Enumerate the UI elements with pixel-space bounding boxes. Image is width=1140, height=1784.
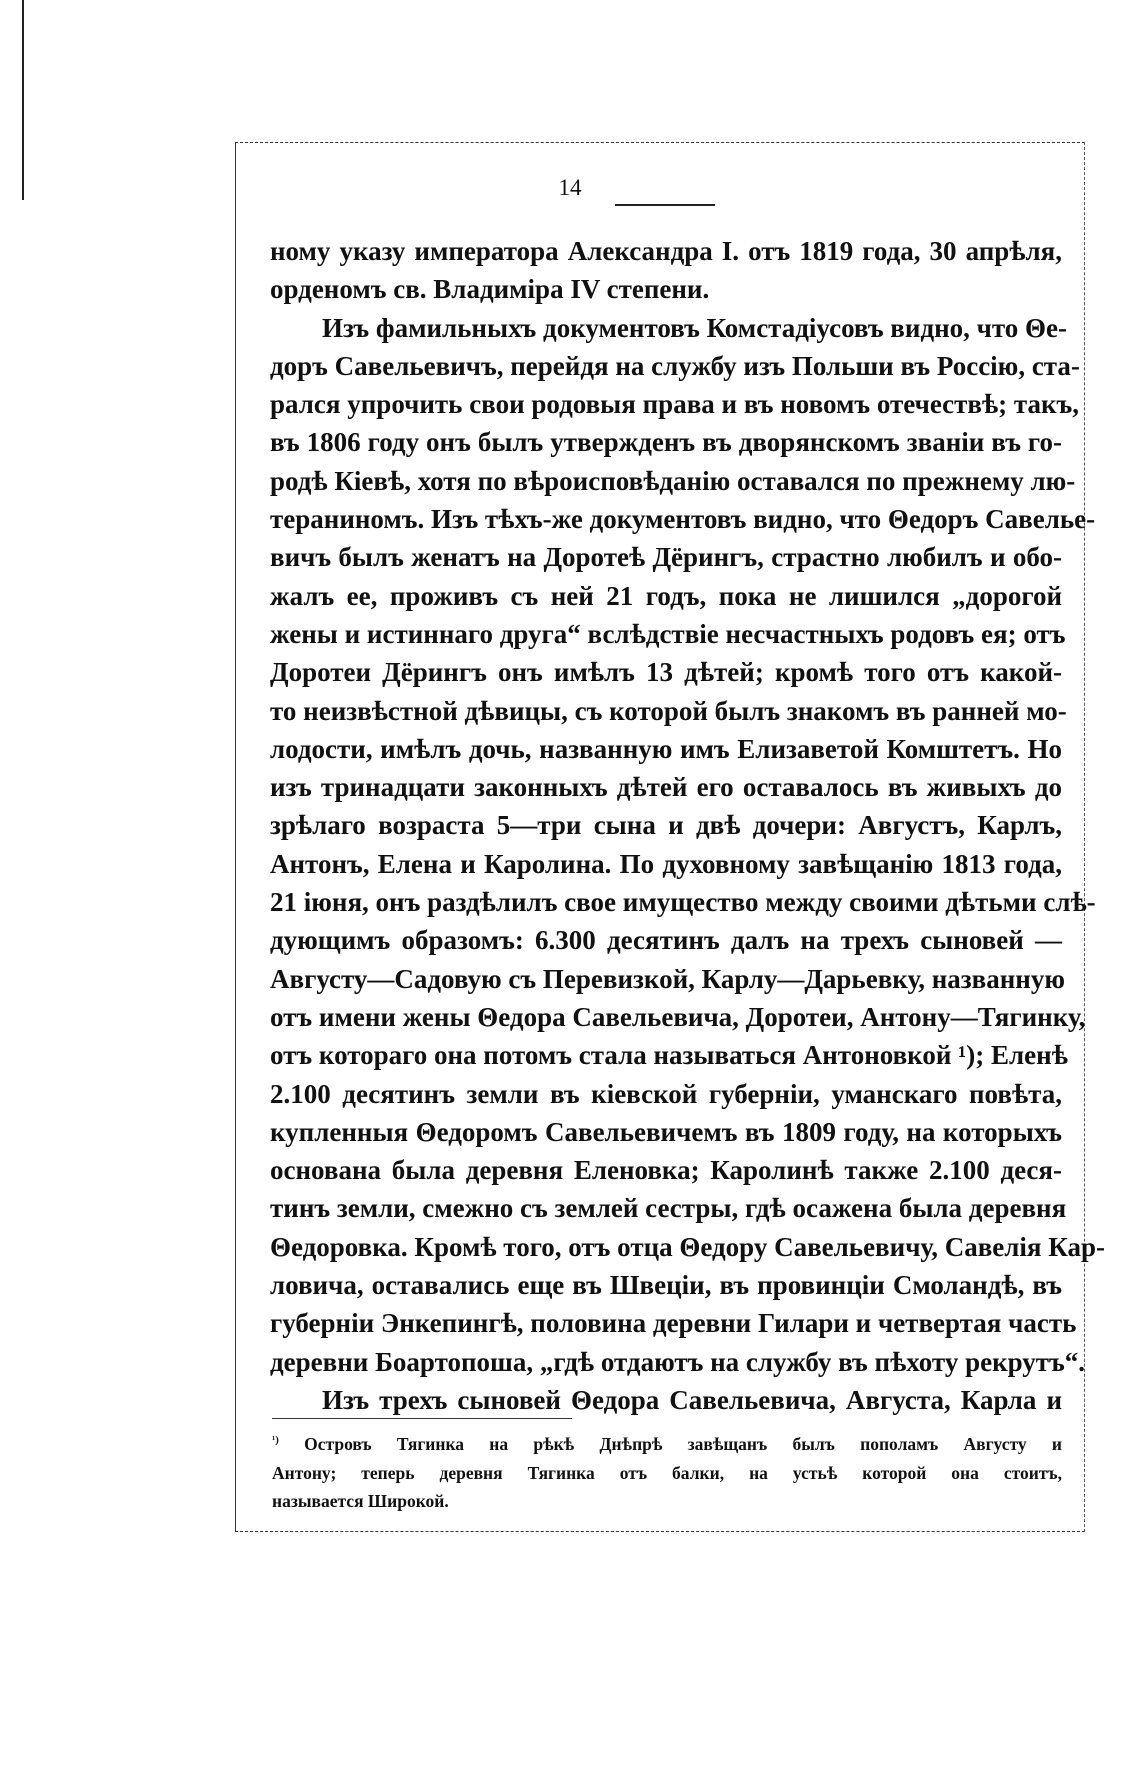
text-line: въ 1806 году онъ былъ утвержденъ въ дворянскомъ званiи въ го- xyxy=(270,427,1062,458)
text-line: рался упрочить свои родовыя права и въ новомъ отечествѣ; такъ, xyxy=(270,389,1080,420)
footnote-marker: ¹) xyxy=(272,1434,279,1447)
page-number-rule xyxy=(615,204,715,206)
text-line: губернiи Энкепингѣ, половина деревни Гилари и четвертая часть xyxy=(270,1308,1077,1339)
footnote xyxy=(272,1430,1062,1516)
text-line: изъ тринадцати законныхъ дѣтей его оставалось въ живыхъ до xyxy=(270,772,1062,803)
text-line: вичъ былъ женатъ на Доротеѣ Дёрингъ, страстно любилъ и обо- xyxy=(270,542,1062,573)
text-line: 21 iюня, онъ раздѣлилъ свое имущество между своими дѣтьми слѣ- xyxy=(270,887,1096,918)
text-line: ловича, оставались еще въ Швецiи, въ провинцiи Смоландѣ, въ xyxy=(270,1270,1062,1301)
main-text xyxy=(270,232,1106,1419)
footnote-line: Антону; теперь деревня Тягинка отъ балки, на устьѣ которой она стоитъ, xyxy=(272,1462,1062,1483)
text-line: купленныя Θедоромъ Савельевичемъ въ 1809 году, на которыхъ xyxy=(270,1116,1062,1147)
page-number: 14 xyxy=(558,175,582,200)
text-line: тинъ земли, смежно съ землей сестры, гдѣ осажена была деревня xyxy=(270,1193,1067,1224)
footnote-line xyxy=(272,1430,1062,1459)
footnote-line-text: Островъ Тягинка на рѣкѣ Днѣпрѣ завѣщанъ былъ пополамъ Августу и xyxy=(304,1434,1062,1454)
text-line: жены и истиннаго друга“ вслѣдствiе несчастныхъ родовъ ея; отъ xyxy=(270,618,1066,649)
text-line: Августу—Садовую съ Перевизкой, Карлу—Дарьевку, названную xyxy=(270,963,1065,994)
text-line: Антонъ, Елена и Каролина. По духовному завѣщанiю 1813 года, xyxy=(270,848,1062,879)
text-line: тераниномъ. Изъ тѣхъ-же документовъ видно, что Θедоръ Савелье- xyxy=(270,504,1096,535)
text-line: Изъ фамильныхъ документовъ Комстадiусовъ видно, что Θе- xyxy=(322,312,1068,343)
footnote-line: называется Широкой. xyxy=(272,1491,449,1511)
text-line: то неизвѣстной дѣвицы, съ которой былъ знакомъ въ ранней мо- xyxy=(270,695,1067,726)
text-line: жалъ ее, проживъ съ ней 21 годъ, пока не лишился „дорогой xyxy=(270,580,1062,611)
text-line: отъ имени жены Θедора Савельевича, Доротеи, Антону—Тягинку, xyxy=(270,1001,1086,1032)
text-line: Изъ трехъ сыновей Θедора Савельевича, Августа, Карла и xyxy=(322,1384,1062,1415)
text-line: ному указу императора Александра I. отъ 1819 года, 30 апрѣля, xyxy=(270,236,1062,266)
text-line: отъ котораго она потомъ стала называться Антоновкой ¹); Еленѣ xyxy=(270,1040,1068,1071)
text-line: деревни Боартопоша, „гдѣ отдаютъ на службу въ пѣхоту рекрутъ“. xyxy=(270,1346,1086,1377)
footnote-rule xyxy=(272,1418,572,1419)
text-line: зрѣлаго возраста 5—три сына и двѣ дочери: Августъ, Карлъ, xyxy=(270,810,1062,841)
text-line: основана была деревня Еленовка; Каролинѣ также 2.100 деся- xyxy=(270,1155,1062,1186)
text-line: родѣ Кiевѣ, хотя по вѣроисповѣданiю оставался по прежнему лю- xyxy=(270,465,1076,496)
text-line: Доротеи Дёрингъ онъ имѣлъ 13 дѣтей; кромѣ того отъ какой- xyxy=(270,657,1062,688)
text-line: 2.100 десятинъ земли въ кiевской губернiи, уманскаго повѣта, xyxy=(270,1078,1062,1109)
text-line: лодости, имѣлъ дочь, названную имъ Елизаветой Комштетъ. Но xyxy=(270,733,1062,764)
text-line: дующимъ образомъ: 6.300 десятинъ далъ на трехъ сыновей — xyxy=(270,925,1062,956)
scan-edge-line xyxy=(22,0,24,200)
text-line: Θедоровка. Кромѣ того, отъ отца Θедору Савельевичу, Савелiя Кар- xyxy=(270,1231,1106,1262)
text-line: орденомъ св. Владимiра IV степени. xyxy=(270,274,710,305)
text-line: доръ Савельевичъ, перейдя на службу изъ Польши въ Россiю, ста- xyxy=(270,350,1080,381)
